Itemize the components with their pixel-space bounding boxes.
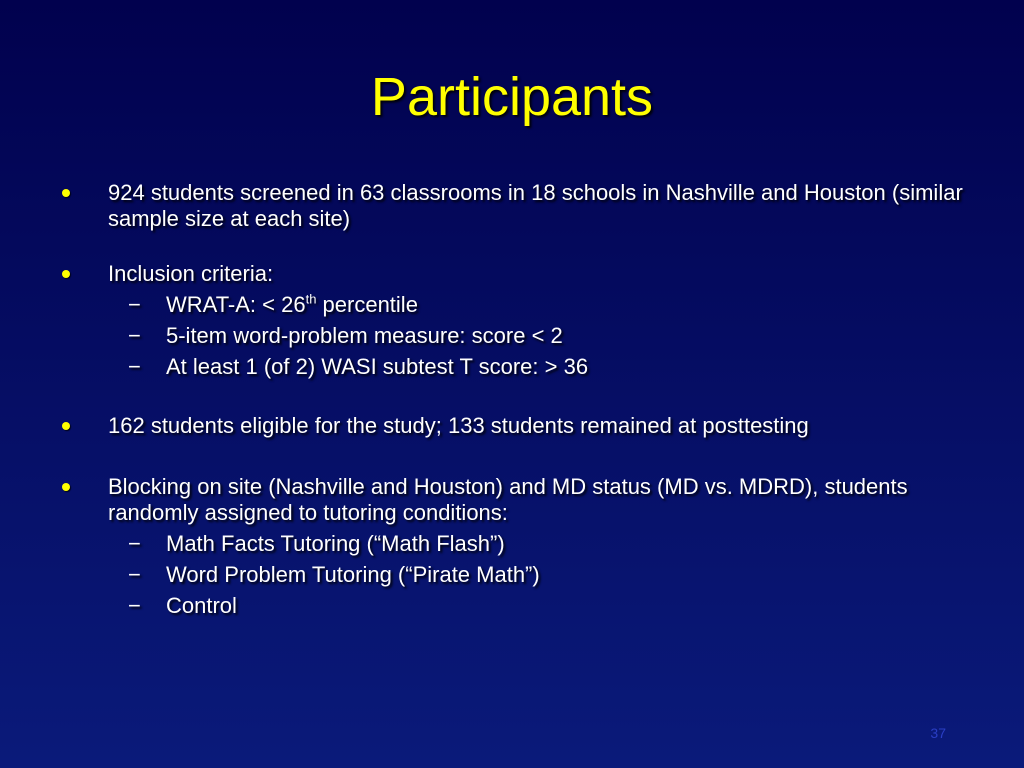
slide-content	[58, 180, 968, 621]
sub-bullet-word-problem	[108, 320, 968, 351]
sub-bullet-wrat	[108, 289, 968, 320]
bullet-dot-icon	[62, 189, 70, 197]
dash-icon: −	[128, 354, 141, 379]
sub-bullet-list	[108, 528, 968, 621]
slide-title: Participants	[370, 67, 654, 127]
dash-icon: −	[128, 531, 141, 556]
sub-bullet-math-facts	[108, 528, 968, 559]
bullet-inclusion-criteria	[58, 261, 968, 382]
sub-bullet-text-start: WRAT-A: < 26	[166, 292, 306, 317]
sub-bullet-text: Control	[166, 593, 237, 618]
bullet-eligible	[58, 413, 968, 439]
sub-bullet-text: Word Problem Tutoring (“Pirate Math”)	[166, 562, 540, 587]
bullet-screening	[58, 180, 968, 232]
bullet-text: 924 students screened in 63 classrooms in 18 schools in Nashville and Houston (similar sample size at each site)	[108, 180, 963, 231]
bullet-dot-icon	[62, 422, 70, 430]
sub-bullet-wasi	[108, 351, 968, 382]
superscript: th	[305, 291, 317, 307]
dash-icon: −	[128, 323, 141, 348]
dash-icon: −	[128, 292, 141, 317]
sub-bullet-list	[108, 289, 968, 382]
sub-bullet-text-end: percentile	[316, 292, 418, 317]
bullet-text: 162 students eligible for the study; 133 students remained at posttesting	[108, 413, 809, 438]
bullet-dot-icon	[62, 270, 70, 278]
bullet-text: Blocking on site (Nashville and Houston) and MD status (MD vs. MDRD), students randomly assigned to tutoring conditions:	[108, 474, 908, 525]
bullet-text: Inclusion criteria:	[108, 261, 274, 286]
sub-bullet-text: 5-item word-problem measure: score < 2	[166, 323, 563, 348]
slide-number: 37	[930, 725, 946, 741]
dash-icon: −	[128, 593, 141, 618]
sub-bullet-text: At least 1 (of 2) WASI subtest T score: > 36	[166, 354, 589, 379]
sub-bullet-text: Math Facts Tutoring (“Math Flash”)	[166, 531, 505, 556]
dash-icon: −	[128, 562, 141, 587]
sub-bullet-control	[108, 590, 968, 621]
bullet-dot-icon	[62, 483, 70, 491]
bullet-blocking	[58, 474, 968, 621]
sub-bullet-word-problem-tutoring	[108, 559, 968, 590]
